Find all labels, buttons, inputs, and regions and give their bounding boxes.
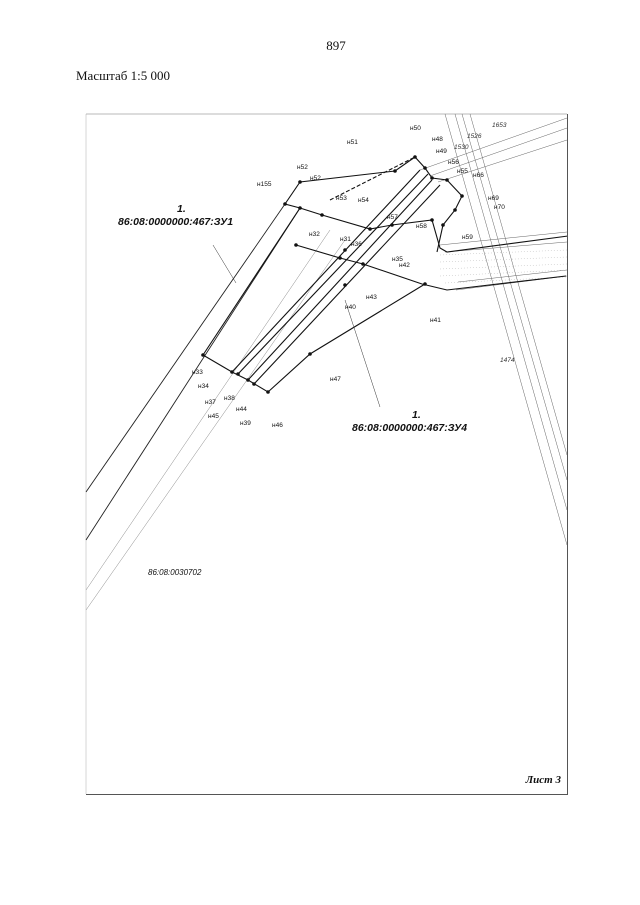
- point-label: н34: [198, 383, 209, 390]
- point-label: н38: [224, 395, 235, 402]
- point-label: н52: [297, 164, 308, 171]
- point-label: н46: [272, 422, 283, 429]
- sheet-label: Лист 3: [525, 774, 561, 786]
- point-label: н58: [416, 223, 427, 230]
- point-label: н41: [430, 317, 441, 324]
- existing-label: 1526: [467, 133, 482, 140]
- point-label: н37: [205, 399, 216, 406]
- existing-label: 1474: [500, 357, 515, 364]
- point-label: н53: [336, 195, 347, 202]
- point-label: н59: [462, 234, 473, 241]
- point-label: н50: [410, 125, 421, 132]
- point-label: н42: [399, 262, 410, 269]
- point-label: н44: [236, 406, 247, 413]
- point-label: н35: [392, 256, 403, 263]
- point-label: н32: [309, 231, 320, 238]
- point-label: н57: [387, 214, 398, 221]
- point-label: н54: [358, 197, 369, 204]
- quarter-number: 86:08:0030702: [148, 568, 202, 577]
- point-label: н56: [448, 159, 459, 166]
- point-label: н66: [473, 172, 484, 179]
- parcel-number-zu1: 1.: [177, 203, 186, 215]
- point-label: н155: [257, 181, 272, 188]
- point-label: н40: [345, 304, 356, 311]
- point-label: н39: [240, 420, 251, 427]
- parcel-number-zu4: 1.: [412, 409, 421, 421]
- page-number: 897: [326, 38, 346, 53]
- point-label: н55: [457, 168, 468, 175]
- point-label: н33: [192, 369, 203, 376]
- point-label: н47: [330, 376, 341, 383]
- existing-label: 1653: [492, 122, 507, 129]
- point-label: н45: [208, 413, 219, 420]
- point-label: н49: [436, 148, 447, 155]
- sheet-frame: [86, 114, 568, 795]
- point-label: н36: [351, 241, 362, 248]
- point-label: н48: [432, 136, 443, 143]
- parcel-cadastral-zu1: 86:08:0000000:467:ЗУ1: [118, 216, 234, 228]
- parcel-cadastral-zu4: 86:08:0000000:467:ЗУ4: [352, 422, 468, 434]
- point-label: н51: [347, 139, 358, 146]
- map-scale: Масштаб 1:5 000: [76, 68, 170, 83]
- point-label: н43: [366, 294, 377, 301]
- existing-label: 1530: [454, 144, 469, 151]
- point-label: н31: [340, 236, 351, 243]
- point-label: н52: [310, 175, 321, 182]
- point-label: н69: [488, 195, 499, 202]
- point-label: н70: [494, 204, 505, 211]
